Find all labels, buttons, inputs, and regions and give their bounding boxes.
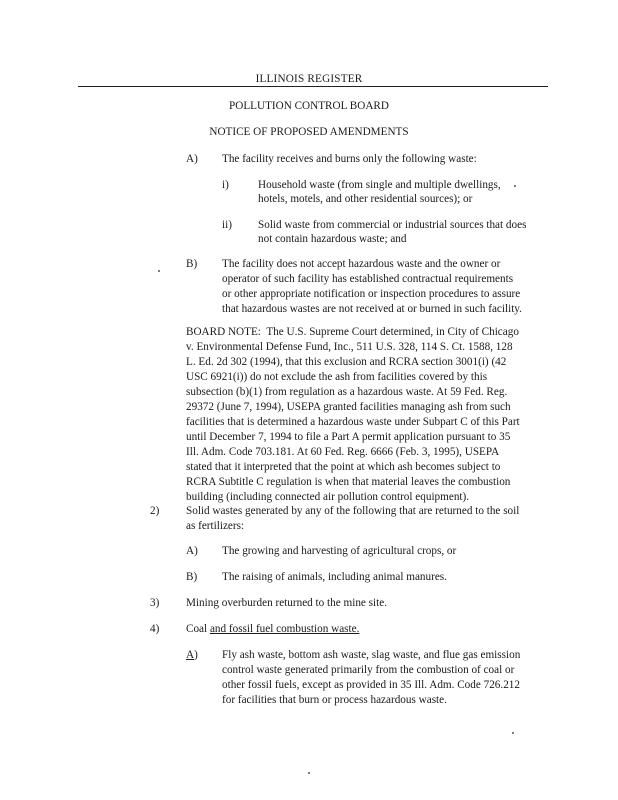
board-note-line: stated that it interpreted that the point at which ash becomes subject to	[186, 461, 501, 473]
board-note-line: building (including connected air pollution control equipment).	[186, 491, 470, 503]
item-a-label: A)	[186, 153, 198, 165]
item-2-label: 2)	[150, 505, 160, 517]
notice-title: NOTICE OF PROPOSED AMENDMENTS	[209, 126, 409, 138]
item-2-b-text: The raising of animals, including animal manures.	[222, 571, 447, 583]
item-4-text-inserted: and fossil	[209, 623, 256, 635]
board-note-line: The U.S. Supreme Court determined, in City of Chicago	[266, 326, 519, 338]
item-a-ii-label: ii)	[222, 219, 232, 231]
item-b-line: operator of such facility has established contractual requirements	[222, 273, 514, 285]
board-note-line: v. Environmental Defense Fund, Inc., 511 U.S. 328, 114 S. Ct. 1588, 128	[186, 341, 513, 353]
scan-speck	[158, 270, 160, 272]
item-a-text: The facility receives and burns only the following waste:	[222, 153, 477, 165]
item-4-a-line: other fossil fuels, except as provided in 35 Ill. Adm. Code 726.212	[222, 679, 520, 691]
item-3-label: 3)	[150, 597, 160, 609]
board-note-line: L. Ed. 2d 302 (1994), that this exclusion and RCRA section 3001(i) (42	[186, 356, 507, 368]
item-4-a-line: control waste generated primarily from the combustion of coal or	[222, 664, 515, 676]
board-note-first-line	[186, 325, 519, 340]
item-4-text-struck: fuel combustion waste.	[255, 623, 360, 635]
board-note-lead: BOARD NOTE:	[186, 326, 261, 338]
board-note-line: Ill. Adm. Code 703.181. At 60 Fed. Reg. 6666 (Feb. 3, 1995), USEPA	[186, 446, 500, 458]
item-b-line: that hazardous wastes are not received at or burned in such facility.	[222, 303, 522, 315]
item-2-a-text: The growing and harvesting of agricultural crops, or	[222, 545, 457, 557]
item-2-b-label: B)	[186, 571, 198, 583]
item-4-heading	[186, 622, 359, 637]
item-4-a-line: for facilities that burn or process hazardous waste.	[222, 694, 447, 706]
item-2-line1: Solid wastes generated by any of the following that are returned to the soil	[186, 505, 520, 517]
board-title: POLLUTION CONTROL BOARD	[229, 100, 389, 112]
item-2-line2: as fertilizers:	[186, 520, 245, 532]
item-a-i-label: i)	[222, 179, 229, 191]
item-a-i-line2: hotels, motels, and other residential sources); or	[258, 193, 473, 205]
board-note-line: USC 6921(i)) do not exclude the ash from facilities covered by this	[186, 371, 488, 383]
item-a-i-line1: Household waste (from single and multiple dwellings,	[258, 179, 501, 191]
item-a-ii-line1: Solid waste from commercial or industrial sources that does	[258, 219, 527, 231]
item-a-ii-line2: not contain hazardous waste; and	[258, 233, 407, 245]
item-4-label: 4)	[150, 623, 160, 635]
item-2-a-label: A)	[186, 545, 198, 557]
board-note-line: subsection (b)(1) from regulation as a hazardous waste. At 59 Fed. Reg.	[186, 386, 508, 398]
item-4-a-label-letter: A	[186, 649, 195, 661]
item-4-a-label-paren: )	[194, 649, 198, 661]
register-title: ILLINOIS REGISTER	[255, 73, 363, 85]
item-3-text: Mining overburden returned to the mine site.	[186, 597, 388, 609]
item-4-a-line: Fly ash waste, bottom ash waste, slag waste, and flue gas emission	[222, 649, 521, 661]
board-note-line: facilities that is determined a hazardous waste under Subpart C of this Part	[186, 416, 520, 428]
scan-speck	[308, 772, 310, 774]
board-note-line: until December 7, 1994 to file a Part A permit application pursuant to 35	[186, 431, 511, 443]
board-note-line: 29372 (June 7, 1994), USEPA granted facilities managing ash from such	[186, 401, 511, 413]
item-b-line: The facility does not accept hazardous waste and the owner or	[222, 258, 501, 270]
item-b-label: B)	[186, 258, 198, 270]
board-note-line: RCRA Subtitle C regulation is when that material leaves the combustion	[186, 476, 511, 488]
scan-speck	[512, 732, 514, 734]
item-b-line: or other appropriate notification or inspection procedures to assure	[222, 288, 521, 300]
item-4-a-label	[186, 648, 198, 663]
scan-speck	[514, 185, 516, 187]
item-4-text-plain: Coal	[186, 623, 210, 635]
